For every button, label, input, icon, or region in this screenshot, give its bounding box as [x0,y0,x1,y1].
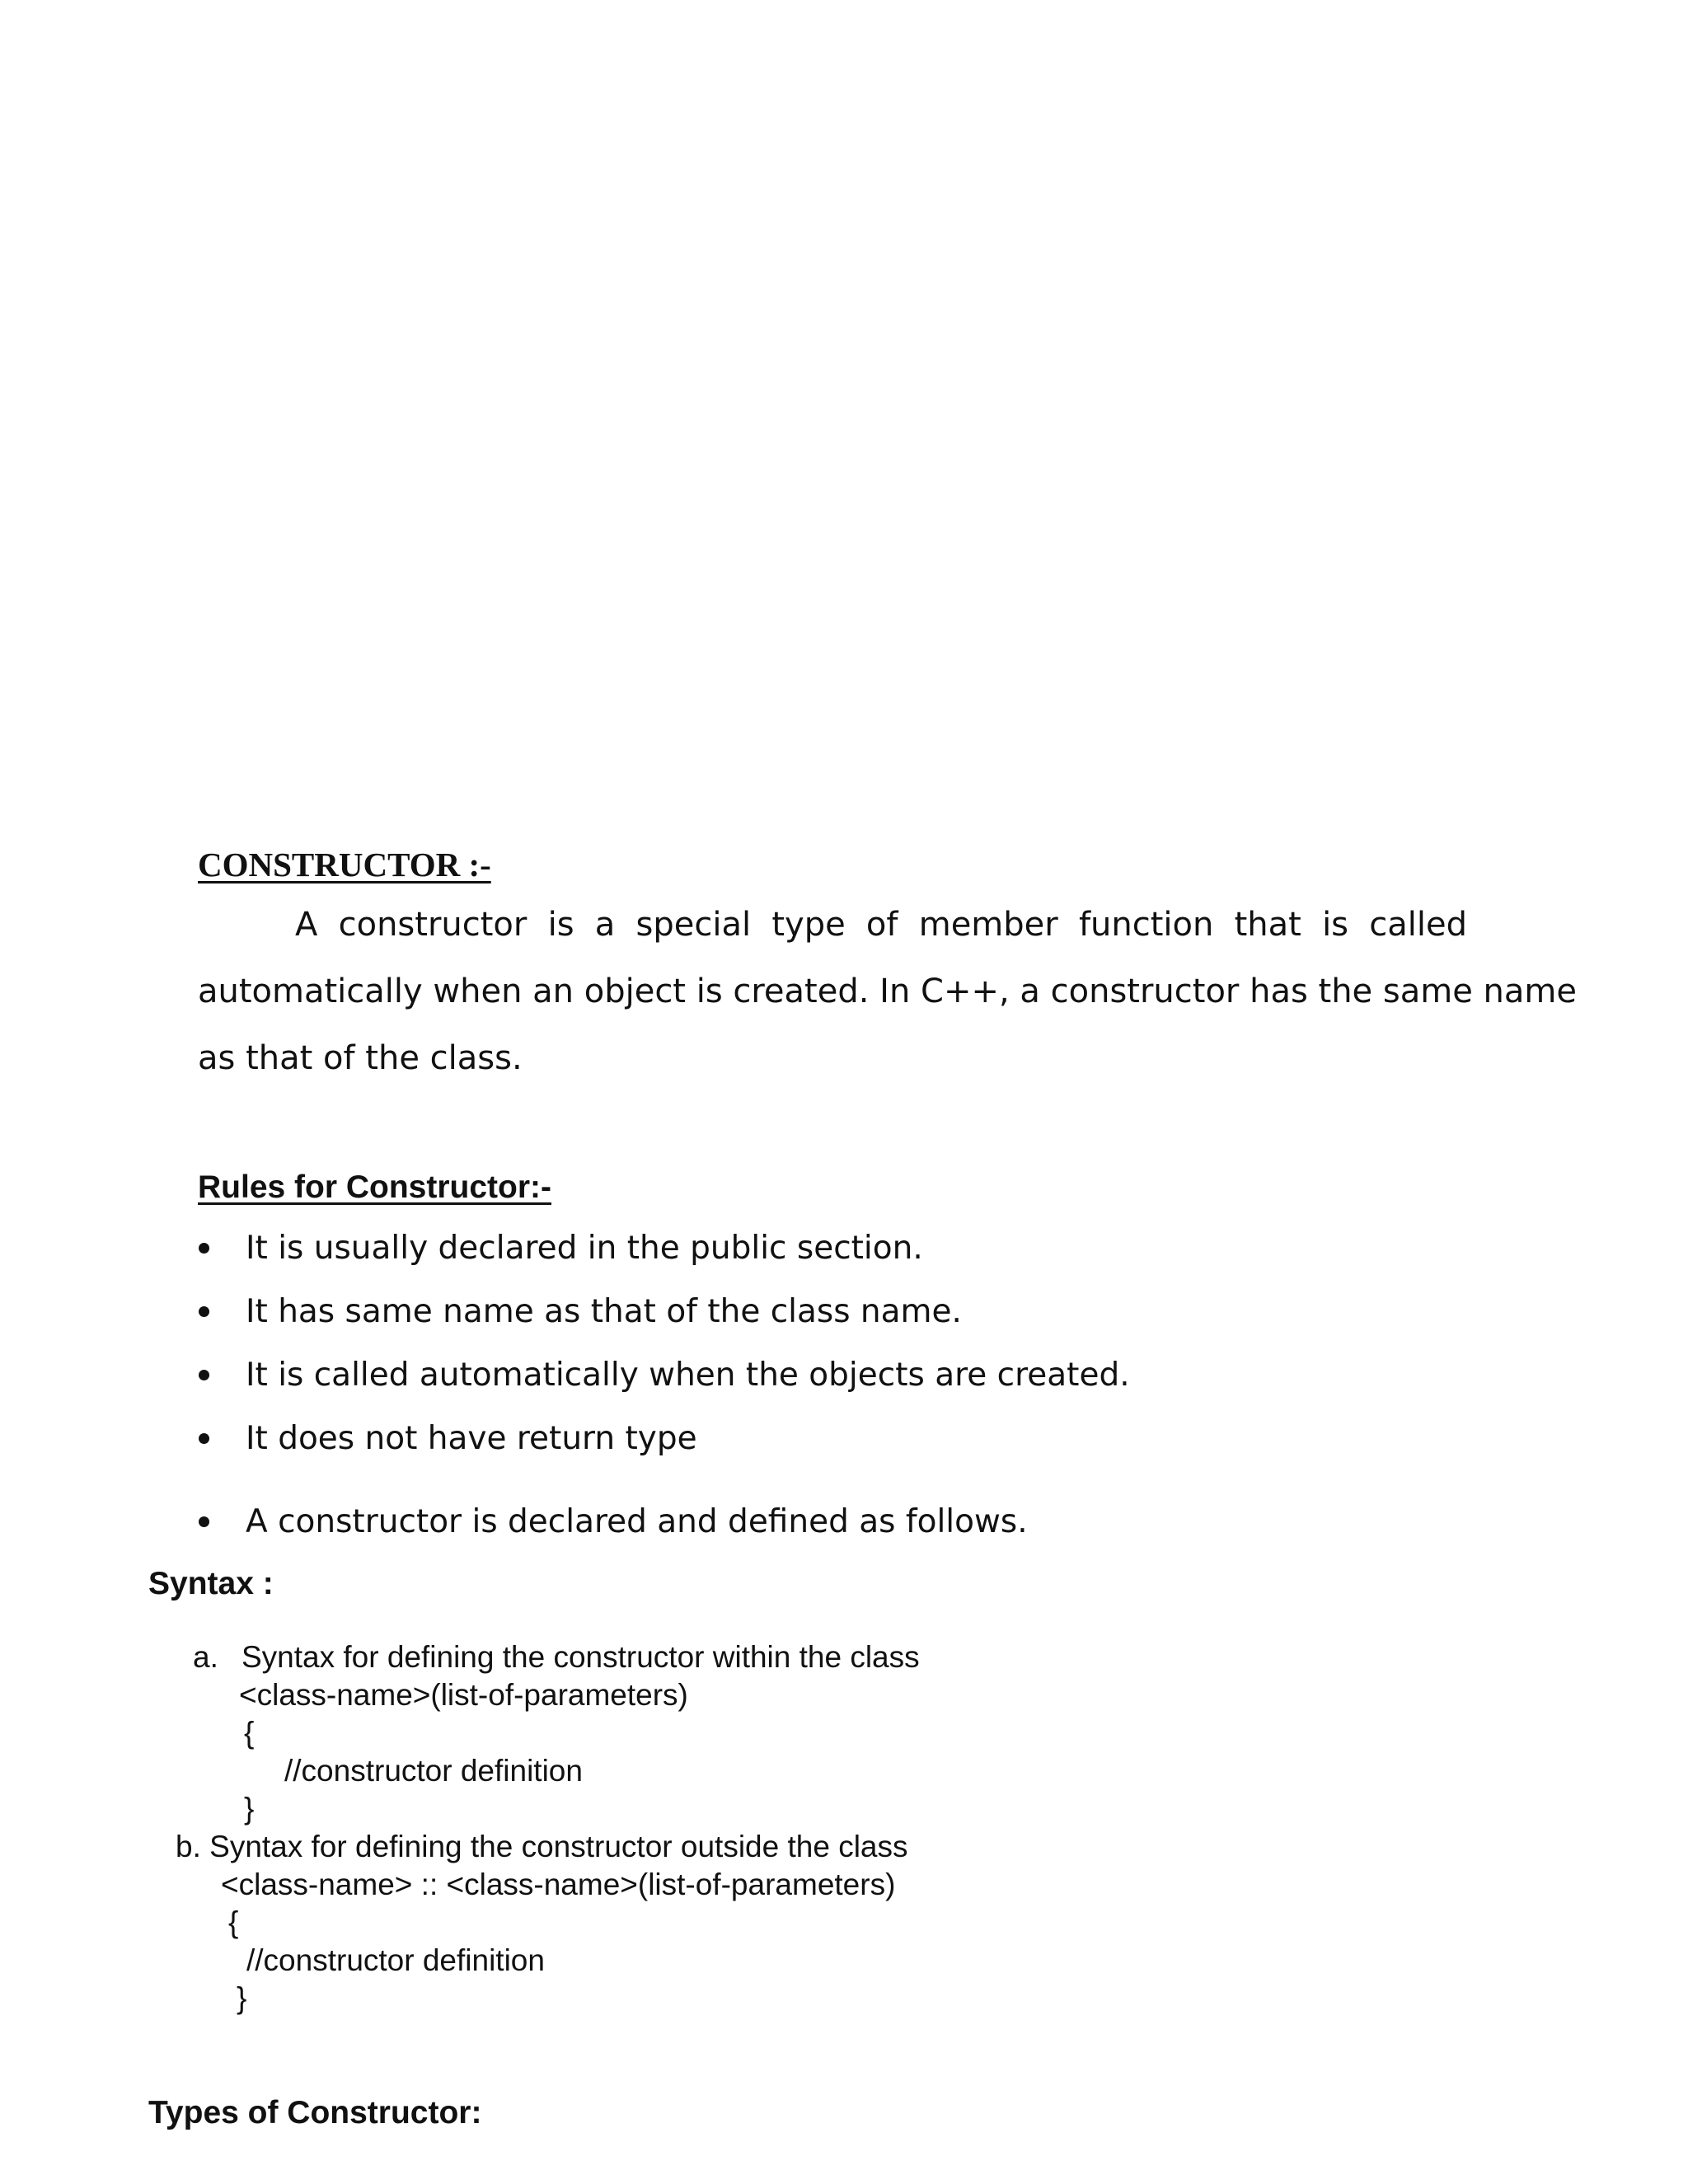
rule-item: It is usually declared in the public section. [246,1230,923,1267]
syntax-b-comment: //constructor definition [246,1943,545,1977]
rule-item: It does not have return type [246,1420,697,1457]
bullet-icon [199,1370,209,1380]
syntax-a-heading: Syntax for defining the constructor within the class [241,1640,920,1674]
bullet-icon [199,1306,209,1317]
rule-item: It is called automatically when the objects are created. [246,1357,1130,1394]
constructor-paragraph-line-3: as that of the class. [198,1039,523,1077]
syntax-a-signature: <class-name>(list-of-parameters) [239,1678,688,1712]
rules-heading: Rules for Constructor:- [198,1169,551,1205]
syntax-a-open-brace: { [244,1716,255,1750]
syntax-b-open-brace: { [228,1905,239,1939]
syntax-b-heading: b. Syntax for defining the constructor outside the class [176,1830,908,1863]
syntax-a-marker: a. [193,1640,218,1674]
bullet-icon [199,1516,209,1527]
syntax-a-comment: //constructor definition [284,1754,583,1788]
constructor-paragraph-line-2: automatically when an object is created. In C++, a constructor has the same name [198,972,1577,1010]
bullet-icon [199,1433,209,1444]
rule-item: A constructor is declared and defined as follows. [246,1503,1028,1540]
constructor-paragraph-line-1: A constructor is a special type of member function that is called [295,906,1467,944]
syntax-a-close-brace: } [244,1792,255,1825]
constructor-heading: CONSTRUCTOR :- [198,846,491,883]
syntax-heading: Syntax : [148,1566,274,1601]
syntax-b-close-brace: } [237,1981,247,2015]
rule-item: It has same name as that of the class name. [246,1293,962,1330]
syntax-b-signature: <class-name> :: <class-name>(list-of-parameters) [221,1868,896,1901]
bullet-icon [199,1243,209,1254]
types-heading: Types of Constructor: [148,2095,482,2130]
